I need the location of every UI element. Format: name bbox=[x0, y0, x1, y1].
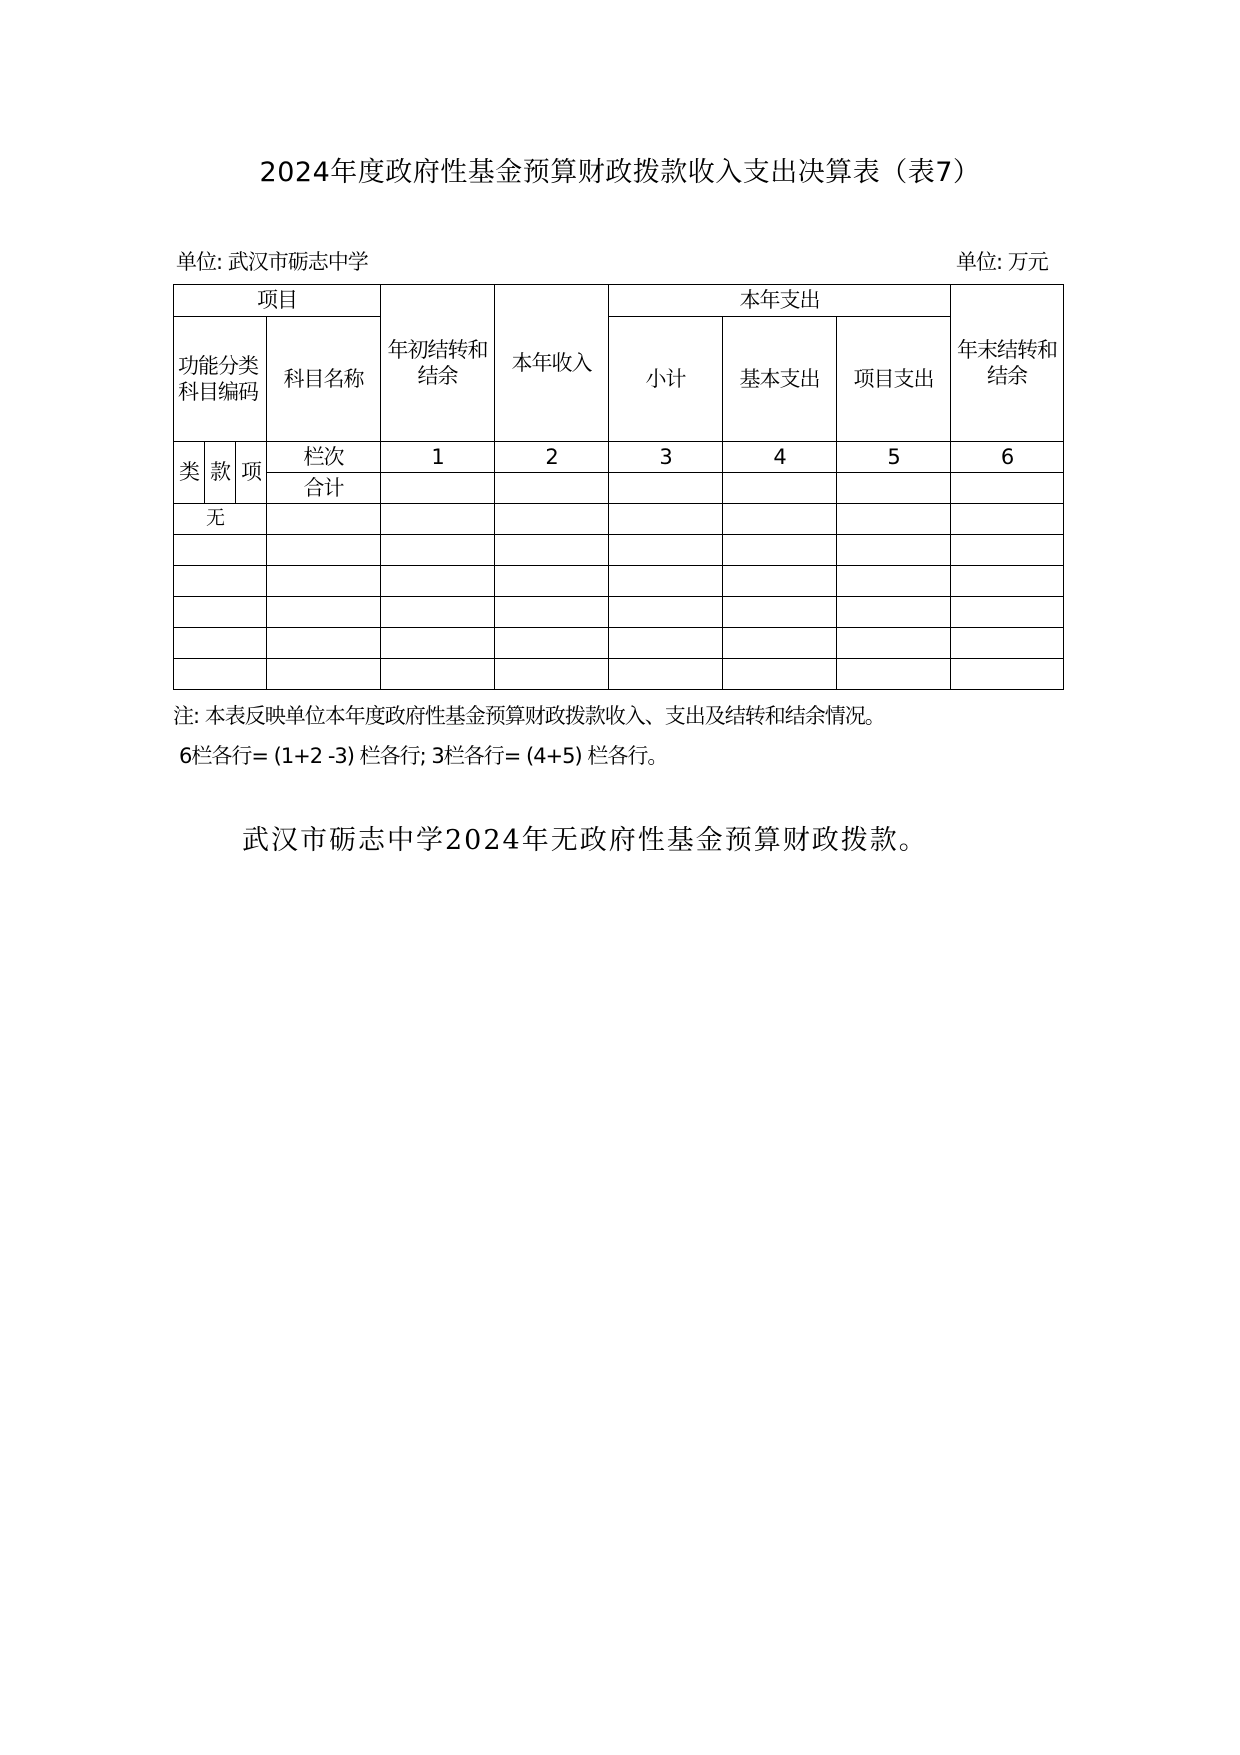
col-index-3: 3 bbox=[609, 442, 723, 473]
table-cell bbox=[495, 566, 609, 597]
table-cell bbox=[267, 535, 381, 566]
no-fund-statement: 武汉市砺志中学2024年无政府性基金预算财政拨款。 bbox=[242, 825, 928, 856]
header-row-2 bbox=[174, 317, 1064, 442]
header-subtotal: 小计 bbox=[609, 317, 723, 442]
table-cell bbox=[609, 597, 723, 628]
table-row bbox=[174, 535, 1064, 566]
table-cell bbox=[267, 628, 381, 659]
index-row bbox=[174, 442, 1064, 473]
table-cell bbox=[837, 535, 951, 566]
table-cell bbox=[837, 659, 951, 690]
table-cell bbox=[495, 659, 609, 690]
col-index-4: 4 bbox=[723, 442, 837, 473]
table-cell bbox=[723, 659, 837, 690]
table-cell bbox=[267, 504, 381, 535]
table-cell bbox=[609, 659, 723, 690]
header-end-balance: 年末结转和结余 bbox=[951, 285, 1064, 442]
table-cell bbox=[381, 597, 495, 628]
table-row bbox=[174, 504, 1064, 535]
header-basic-expense: 基本支出 bbox=[723, 317, 837, 442]
table-cell bbox=[951, 504, 1064, 535]
col-index-label: 栏次 bbox=[267, 442, 381, 473]
header-this-year-expense: 本年支出 bbox=[609, 285, 951, 317]
table-cell bbox=[381, 659, 495, 690]
table-cell bbox=[951, 566, 1064, 597]
table-cell bbox=[174, 566, 267, 597]
header-func-code: 功能分类科目编码 bbox=[174, 317, 267, 442]
table-cell bbox=[723, 628, 837, 659]
table-cell bbox=[837, 504, 951, 535]
total-cell bbox=[837, 473, 951, 504]
table-note-2: 6栏各行= (1+2 -3) 栏各行; 3栏各行= (4+5) 栏各行。 bbox=[179, 744, 668, 768]
table-row bbox=[174, 597, 1064, 628]
header-lei: 类 bbox=[174, 442, 205, 504]
table-cell bbox=[837, 566, 951, 597]
table-cell bbox=[495, 628, 609, 659]
header-subject-name: 科目名称 bbox=[267, 317, 381, 442]
total-label: 合计 bbox=[267, 473, 381, 504]
header-this-year-income: 本年收入 bbox=[495, 285, 609, 442]
table-cell bbox=[609, 566, 723, 597]
total-cell bbox=[381, 473, 495, 504]
table-cell bbox=[723, 566, 837, 597]
table-cell bbox=[723, 504, 837, 535]
table-cell bbox=[174, 535, 267, 566]
table-cell bbox=[951, 628, 1064, 659]
header-project-expense: 项目支出 bbox=[837, 317, 951, 442]
page-title: 2024年度政府性基金预算财政拨款收入支出决算表（表7） bbox=[259, 157, 981, 188]
col-index-1: 1 bbox=[381, 442, 495, 473]
table-row bbox=[174, 628, 1064, 659]
header-begin-balance: 年初结转和结余 bbox=[381, 285, 495, 442]
header-row-1 bbox=[174, 285, 1064, 317]
table-cell bbox=[951, 597, 1064, 628]
table-cell bbox=[609, 628, 723, 659]
header-xiang: 项 bbox=[236, 442, 267, 504]
table-note-1: 注: 本表反映单位本年度政府性基金预算财政拨款收入、支出及结转和结余情况。 bbox=[173, 704, 885, 728]
budget-table bbox=[173, 284, 1064, 690]
table-row bbox=[174, 566, 1064, 597]
col-index-2: 2 bbox=[495, 442, 609, 473]
table-cell bbox=[951, 659, 1064, 690]
table-cell bbox=[495, 597, 609, 628]
table-cell bbox=[381, 566, 495, 597]
table-cell bbox=[723, 535, 837, 566]
table-cell bbox=[723, 597, 837, 628]
table-cell bbox=[174, 597, 267, 628]
table-cell bbox=[951, 535, 1064, 566]
total-cell bbox=[951, 473, 1064, 504]
table-cell bbox=[267, 566, 381, 597]
header-project: 项目 bbox=[174, 285, 381, 317]
total-cell bbox=[495, 473, 609, 504]
table-cell bbox=[267, 659, 381, 690]
table-cell bbox=[174, 628, 267, 659]
table-row bbox=[174, 659, 1064, 690]
table-cell bbox=[609, 504, 723, 535]
table-cell bbox=[381, 504, 495, 535]
table-cell bbox=[495, 535, 609, 566]
unit-organization: 单位: 武汉市砺志中学 bbox=[176, 250, 368, 274]
table-cell bbox=[267, 597, 381, 628]
total-row bbox=[174, 473, 1064, 504]
unit-currency: 单位: 万元 bbox=[956, 250, 1048, 274]
table-cell bbox=[609, 535, 723, 566]
table-cell bbox=[837, 628, 951, 659]
col-index-6: 6 bbox=[951, 442, 1064, 473]
header-kuan: 款 bbox=[205, 442, 236, 504]
none-indicator: 无 bbox=[174, 504, 267, 535]
table-cell bbox=[495, 504, 609, 535]
table-cell bbox=[837, 597, 951, 628]
total-cell bbox=[609, 473, 723, 504]
col-index-5: 5 bbox=[837, 442, 951, 473]
total-cell bbox=[723, 473, 837, 504]
table-cell bbox=[381, 628, 495, 659]
table-cell bbox=[174, 659, 267, 690]
table-cell bbox=[381, 535, 495, 566]
